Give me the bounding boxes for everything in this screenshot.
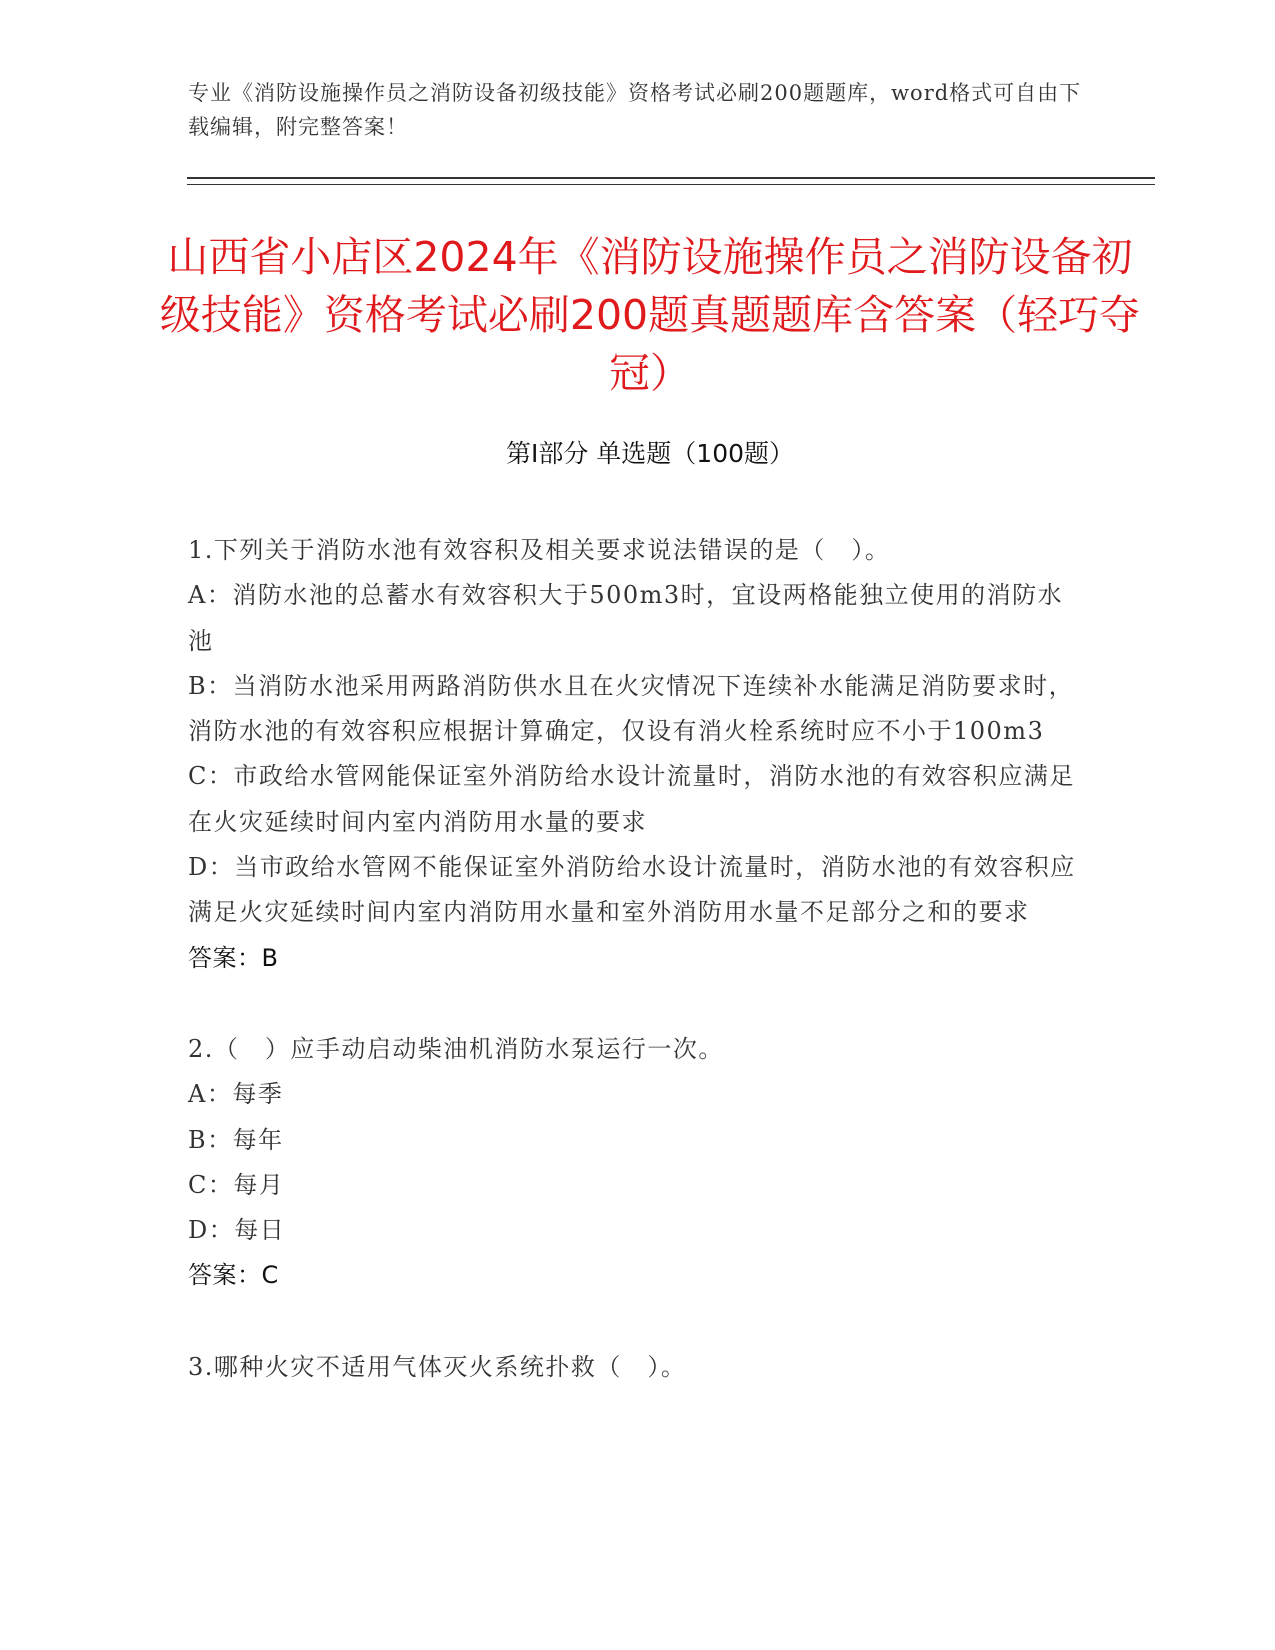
question-text: 1.下列关于消防水池有效容积及相关要求说法错误的是（ ）。 (188, 536, 891, 564)
option-d: D：每日 (188, 1216, 286, 1245)
option-a: A：消防水池的总蓄水有效容积大于500m3时，宜设两格能独立使用的消防水池 (188, 581, 1064, 655)
question-list (188, 528, 1078, 1436)
option-b: B：当消防水池采用两路消防供水且在火灾情况下连续补水能满足消防要求时，消防水池的有效容积应根据计算确定，仅设有消火栓系统时应不小于100m3 (188, 671, 1075, 746)
header-divider-thin (187, 184, 1155, 185)
header-note: 专业《消防设施操作员之消防设备初级技能》资格考试必刷200题题库，word格式可自由下载编辑，附完整答案！ (188, 81, 1082, 139)
question-text: 3.哪种火灾不适用气体灭火系统扑救（ ）。 (188, 1352, 687, 1381)
option-d: D：当市政给水管网不能保证室外消防给水设计流量时，消防水池的有效容积应满足火灾延续时间内室内消防用水量和室外消防用水量不足部分之和的要求 (188, 853, 1076, 927)
section-heading: 第Ⅰ部分 单选题（100题） (505, 439, 795, 468)
option-c: C：市政给水管网能保证室外消防给水设计流量时，消防水池的有效容积应满足在火灾延续时间内室内消防用水量的要求 (188, 762, 1075, 836)
document-title: 山西省小店区2024年《消防设施操作员之消防设备初级技能》资格考试必刷200题真题题库含答案（轻巧夺冠） (159, 233, 1141, 397)
option-a: A：每季 (188, 1080, 284, 1109)
answer-text: 答案：C (188, 1261, 279, 1290)
answer-text: 答案：B (188, 943, 279, 972)
option-b: B：每年 (188, 1125, 284, 1154)
question-text: 2.（ ）应手动启动柴油机消防水泵运行一次。 (188, 1034, 724, 1063)
question-item (188, 1027, 1078, 1299)
question-item (188, 528, 1078, 981)
option-c: C：每月 (188, 1170, 285, 1199)
header-divider-thick (187, 177, 1155, 179)
question-item (188, 1345, 1078, 1390)
